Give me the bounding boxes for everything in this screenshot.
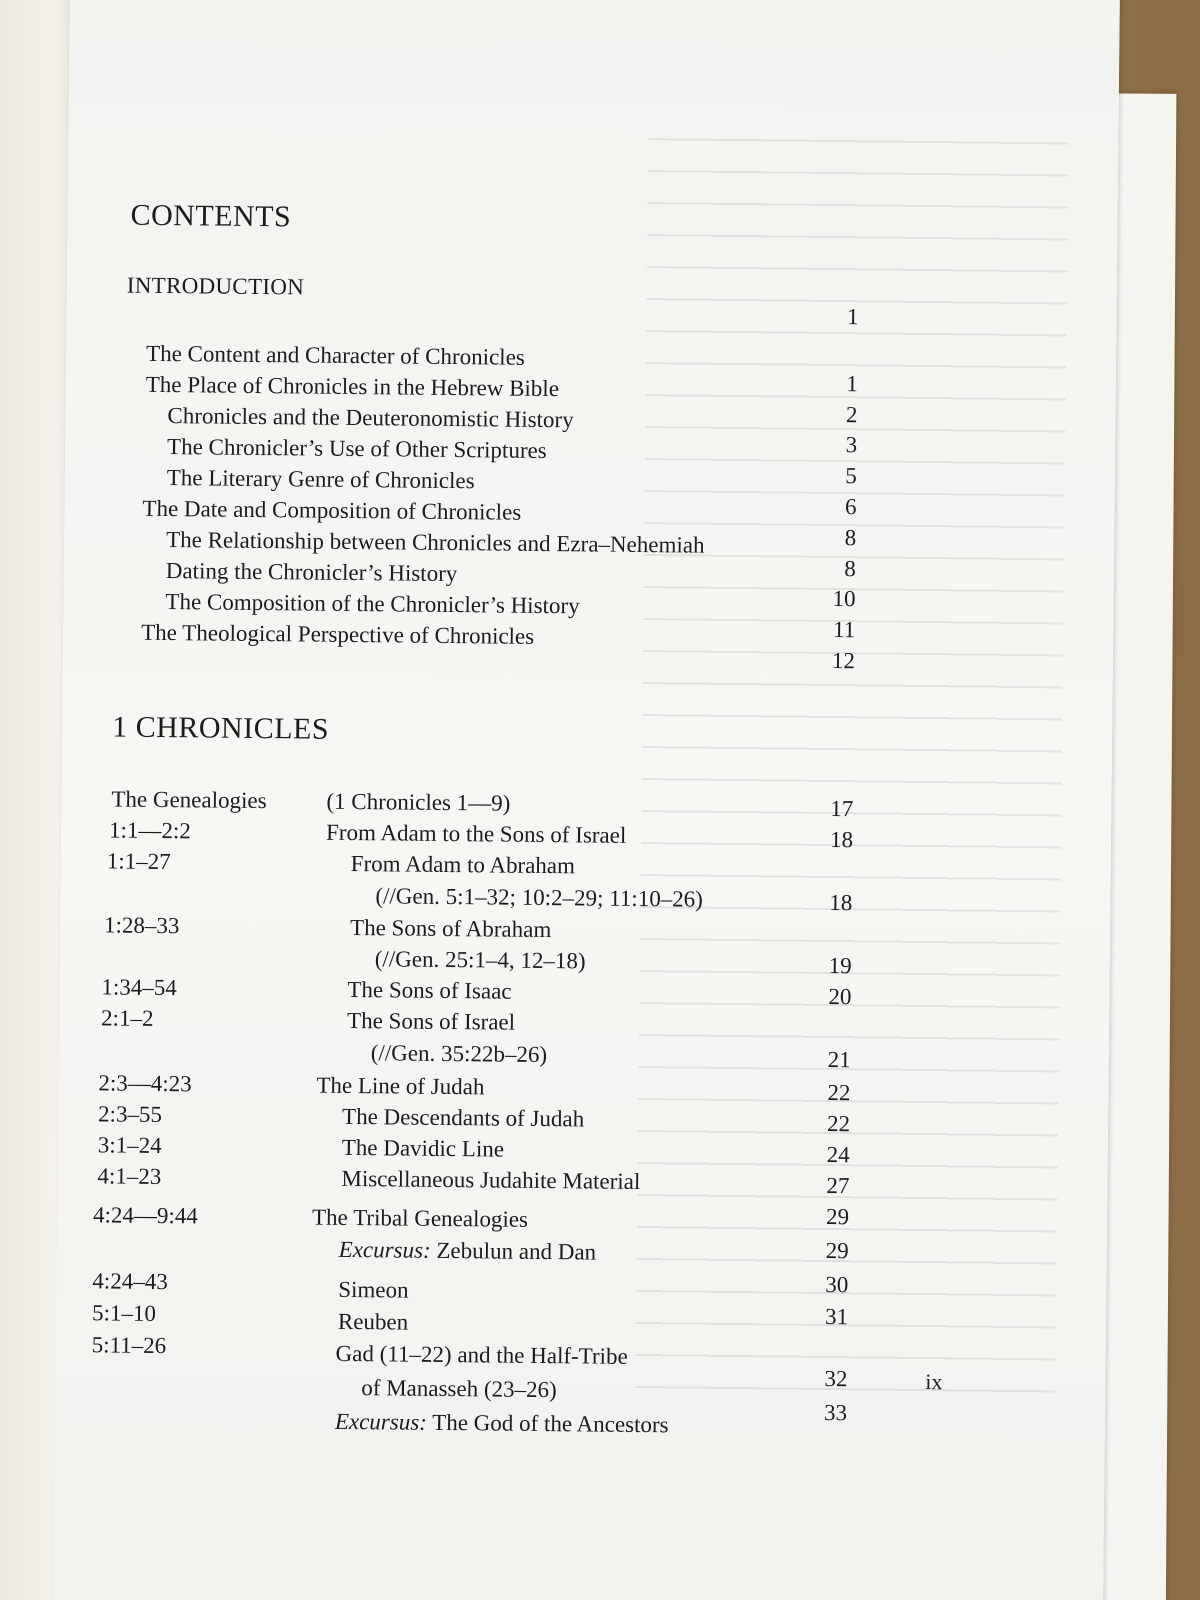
toc-entry-page: 11 xyxy=(832,617,856,643)
toc-entry-title: The Place of Chronicles in the Hebrew Bible xyxy=(145,371,560,402)
toc-title: of Manasseh (23–26) xyxy=(361,1375,557,1403)
toc-ref: 4:24—9:44 xyxy=(92,1202,198,1229)
toc-title: The Davidic Line xyxy=(341,1134,505,1162)
toc-title: Miscellaneous Judahite Material xyxy=(341,1165,641,1195)
toc-title: (//Gen. 25:1–4, 12–18) xyxy=(374,946,586,974)
toc-title: (//Gen. 35:22b–26) xyxy=(370,1040,548,1068)
toc-page: 30 xyxy=(825,1271,849,1298)
toc-entry-page: 8 xyxy=(844,525,857,551)
toc-page: 22 xyxy=(827,1079,851,1106)
introduction-page: 1 xyxy=(846,304,859,330)
toc-ref: 1:34–54 xyxy=(101,974,177,1001)
toc-page: 27 xyxy=(826,1172,850,1199)
toc-page: 33 xyxy=(823,1399,848,1426)
toc-entry-title: The Composition of the Chronicler’s History xyxy=(165,589,580,619)
toc-entry-page: 3 xyxy=(845,432,858,458)
contents-title: CONTENTS xyxy=(130,198,292,234)
toc-page: 18 xyxy=(829,890,853,916)
toc-ref: 5:1–10 xyxy=(91,1300,157,1326)
toc-page: 19 xyxy=(828,952,852,979)
toc-title: The Tribal Genealogies xyxy=(311,1204,529,1232)
toc-title: Simeon xyxy=(338,1276,409,1303)
toc-entry-title: Dating the Chronicler’s History xyxy=(165,558,458,587)
excursus-title: Zebulun and Dan xyxy=(436,1237,597,1265)
page-folio: ix xyxy=(925,1369,943,1395)
toc-ref: 5:11–26 xyxy=(91,1332,167,1359)
toc-title: The Sons of Israel xyxy=(346,1007,516,1035)
toc-title: The Descendants of Judah xyxy=(341,1103,585,1132)
toc-ref: 1:1—2:2 xyxy=(108,817,192,844)
toc-entry-page: 6 xyxy=(844,494,857,520)
toc-ref: 3:1–24 xyxy=(97,1132,162,1159)
toc-ref: 2:3—4:23 xyxy=(98,1070,192,1097)
toc-entry-page: 5 xyxy=(845,463,857,489)
toc-title: (1 Chronicles 1—9) xyxy=(326,788,511,816)
toc-title: From Adam to the Sons of Israel xyxy=(325,819,627,848)
toc-page: 22 xyxy=(826,1110,851,1137)
toc-title: From Adam to Abraham xyxy=(350,850,576,879)
toc-ref: 4:24–43 xyxy=(92,1268,168,1295)
toc-page: 18 xyxy=(829,827,854,853)
toc-page: 31 xyxy=(824,1303,849,1330)
toc-ref: 1:1–27 xyxy=(106,848,171,875)
toc-page: 21 xyxy=(827,1046,851,1073)
toc-entry-title: The Literary Genre of Chronicles xyxy=(166,465,475,494)
toc-title: The Sons of Isaac xyxy=(347,976,512,1004)
toc-entry-page: 1 xyxy=(846,371,858,397)
toc-title: The Line of Judah xyxy=(316,1072,485,1100)
toc-page: 17 xyxy=(830,796,854,822)
excursus-title: The God of the Ancestors xyxy=(432,1409,669,1438)
toc-page: 32 xyxy=(824,1365,848,1392)
toc-entry-title: The Content and Character of Chronicles xyxy=(145,340,525,370)
toc-entry-title: The Theological Perspective of Chronicles xyxy=(141,619,535,649)
toc-ref: The Genealogies xyxy=(111,786,267,814)
toc-page: 24 xyxy=(826,1141,850,1168)
contents-page xyxy=(53,0,1120,1600)
toc-title: The Sons of Abraham xyxy=(349,914,552,943)
toc-entry-title: The Chronicler’s Use of Other Scriptures xyxy=(166,434,547,464)
toc-ref: 1:28–33 xyxy=(103,912,180,939)
toc-title xyxy=(339,1237,597,1266)
toc-entry-page: 10 xyxy=(832,586,856,612)
toc-title xyxy=(335,1409,669,1438)
toc-entry-title: The Date and Composition of Chronicles xyxy=(142,495,522,525)
toc-entry-page: 12 xyxy=(831,648,856,674)
excursus-label: Excursus: xyxy=(334,1408,428,1435)
toc-entry-title: The Relationship between Chronicles and Ezra–Nehemiah xyxy=(166,527,705,558)
toc-entry-page: 8 xyxy=(844,556,857,582)
toc-entry-title: Chronicles and the Deuteronomistic History xyxy=(167,403,574,433)
chronicles-heading: 1 CHRONICLES xyxy=(112,710,330,746)
toc-title: Reuben xyxy=(337,1308,409,1335)
toc-page: 29 xyxy=(825,1237,849,1264)
toc-entry-page: 2 xyxy=(845,402,858,428)
toc-page: 29 xyxy=(825,1203,850,1230)
toc-ref: 2:3–55 xyxy=(97,1101,163,1128)
excursus-label: Excursus: xyxy=(338,1236,431,1263)
toc-page: 20 xyxy=(828,983,852,1010)
toc-title: Gad (11–22) and the Half-Tribe xyxy=(335,1340,628,1369)
introduction-heading: INTRODUCTION xyxy=(126,272,305,300)
toc-ref: 2:1–2 xyxy=(101,1005,154,1031)
toc-title: (//Gen. 5:1–32; 10:2–29; 11:10–26) xyxy=(375,883,704,912)
toc-ref: 4:1–23 xyxy=(97,1163,162,1190)
